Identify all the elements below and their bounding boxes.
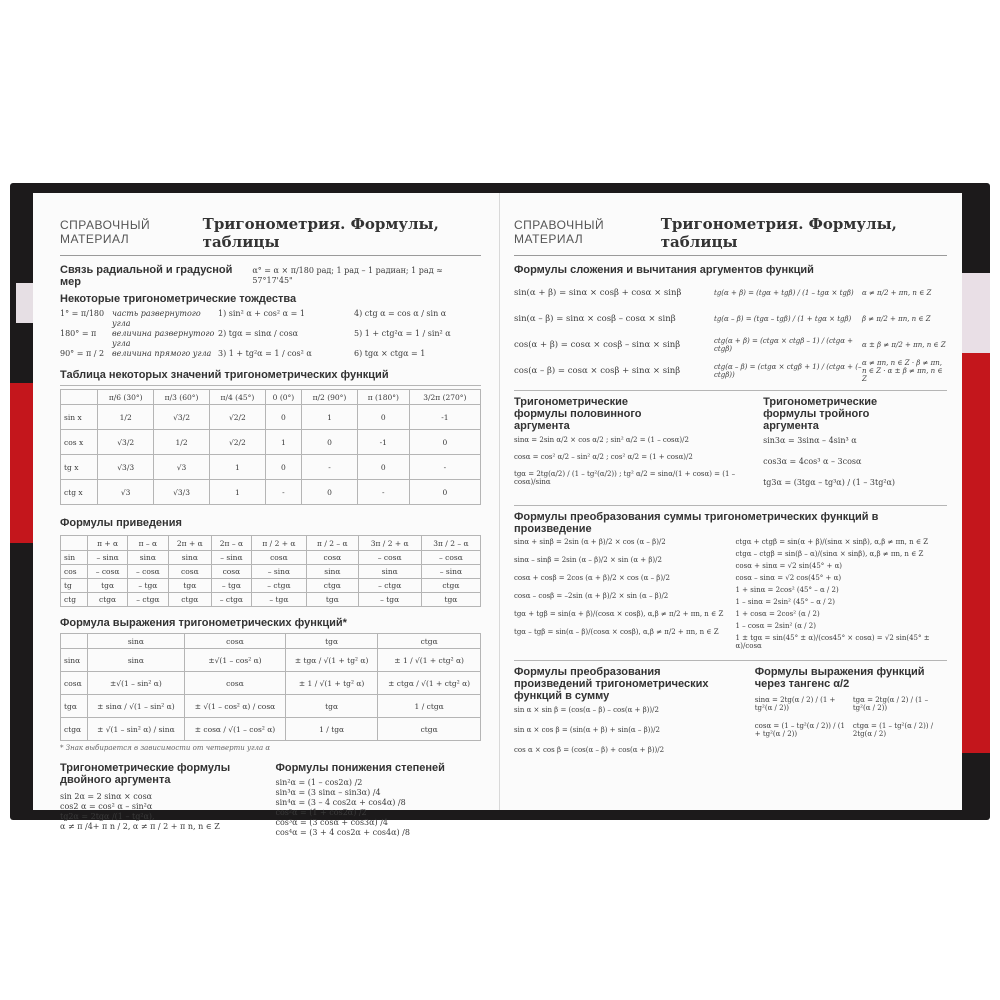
addition-formula: α ± β ≠ π/2 + πn, n ∈ Z [862,341,946,349]
formula-line: sin 2α = 2 sinα × cosα [60,792,153,801]
table-cell: - [265,480,301,505]
table-cell: – cosα [421,551,480,565]
table-cell: ± √(1 – cos² α) / cosα [185,695,286,718]
table-header-cell: 2π – α [212,536,252,551]
addition-formula: sin(α + β) = sinα × cosβ + cosα × sinβ [514,288,682,298]
addition-formula: sin(α – β) = sinα × cosβ – cosα × sinβ [514,314,676,324]
table-cell: – cosα [128,565,168,579]
table-cell: – sinα [87,551,127,565]
formula-line: cos3α = 4cos³ α – 3cosα [763,457,862,466]
triple-argument-section [763,396,947,499]
table-cell: tg [61,579,88,593]
table-header-cell: 3π / 2 – α [421,536,480,551]
identity-cell: 4) ctg α = cos α / sin α [354,309,447,318]
formula-line: sin α × sin β = (cos(α – β) – cos(α + β))/2 [514,706,659,714]
table-row [61,455,481,480]
radian-degree-section [60,264,481,288]
table-cell: √3/2 [154,405,210,430]
table-row [61,593,481,607]
section-title: Формула выражения тригонометрических функций* [60,617,347,629]
section-title: Формулы преобразования произведений тригонометрических функций в сумму [514,666,709,702]
table-header-cell: π + α [87,536,127,551]
formula-line: ctgα = (1 – tg²(α / 2)) / 2tg(α / 2) [852,722,934,738]
section-title: Некоторые тригонометрические тождества [60,293,297,305]
half-argument-section [514,396,753,499]
page-title: Тригонометрия. Формулы, таблицы [660,215,897,251]
section-title: Тригонометрические формулы половинного аргумента [514,396,642,432]
table-header-cell: 0 (0°) [265,390,301,405]
table-cell: ctg [61,593,88,607]
table-cell: -1 [357,430,409,455]
table-cell: cosα [212,565,252,579]
table-cell: √3 [154,455,210,480]
product-section [514,666,745,766]
table-row [61,480,481,505]
formula-line: sinα + sinβ = 2sin (α + β)/2 × cos (α – β)/2 [514,538,666,546]
addition-formula: cos(α + β) = cosα × cosβ – sinα × sinβ [514,340,681,350]
table-cell: √2/2 [209,405,265,430]
formula-line: tgα = 2tg(α / 2) / (1 – tg²(α / 2)) [852,696,929,712]
formula-line: cos⁴α = (3 + 4 cos2α + cos4α) /8 [275,828,410,837]
table-row [61,405,481,430]
table-cell: -1 [409,405,480,430]
left-page [33,193,500,837]
section-title: Тригонометрические формулы тройного аргумента [763,396,878,432]
formula-line: 1 ± tgα = sin(45° ± α)/(cos45° × cosα) = √2 sin(45° ± α)/cosα [735,634,930,650]
page-kicker: СПРАВОЧНЫЙ МАТЕРИАЛ [514,218,605,246]
table-cell: – tgα [212,579,252,593]
table-cell: ± cosα / √(1 – cos² α) [185,718,286,741]
table-cell: 0 [357,405,409,430]
table-cell: ±√(1 – sin² α) [87,672,184,695]
table-cell: ctgα [61,718,88,741]
addition-formula: ctg(α – β) = (ctgα × ctgβ + 1) / (ctgα + (–ctgβ)) [714,363,862,379]
formula-line: cosα = (1 – tg²(α / 2)) / (1 + tg²(α / 2)) [754,722,845,738]
formula-line: α ≠ π /4+ π n / 2, α ≠ π / 2 + π n, n ∈ Z [60,822,220,831]
table-header-cell: cosα [185,634,286,649]
table-cell: - [357,480,409,505]
table-cell: tgα [285,695,377,718]
table-cell: ctgα [87,593,127,607]
formula-line: tg2α = 2tgα /(1 – tg²α), [60,812,155,821]
table-cell: 1/2 [98,405,154,430]
table-cell: ± 1 / √(1 + ctg² α) [378,649,481,672]
table-header-cell: 3π / 2 + α [358,536,421,551]
table-cell: – sinα [421,565,480,579]
triple-formulas [763,436,947,488]
table-cell: 1 [265,430,301,455]
table-cell: sinα [87,649,184,672]
formula-line: sin²α = (1 – cos2α) /2 [275,778,363,787]
identity-cell: 2) tgα = sinα / cosα [218,329,299,338]
cover-bookmark-right [960,273,990,353]
addition-formula: β ≠ π/2 + πn, n ∈ Z [862,315,931,323]
table-cell: ± ctgα / √(1 + ctg² α) [378,672,481,695]
table-header-cell: 3/2π (270°) [409,390,480,405]
addition-formula: ctg(α + β) = (ctgα × ctgβ – 1) / (ctgα + ctgβ) [714,337,854,353]
table-cell: cosα [185,672,286,695]
product-formulas [514,706,745,754]
addition-formula: tg(α + β) = (tgα + tgβ) / (1 – tgα × tgβ) [714,289,854,297]
table-cell: – sinα [251,565,307,579]
page-title: Тригонометрия. Формулы, таблицы [202,215,439,251]
formula-line: 1 – sinα = 2sin² (45° – α / 2) [735,598,835,606]
tan-half-section [755,666,947,766]
table-cell: tgα [307,593,358,607]
table-cell: ctgα [168,593,212,607]
table-header-cell: tgα [285,634,377,649]
table-header-cell: π/3 (60°) [154,390,210,405]
table-cell: cosα [61,672,88,695]
formula-line: tgα = 2tg(α/2) / (1 – tg²(α/2)) ; tg² α/2 = sinα/(1 + cosα) = (1 – cosα)/sinα [514,470,736,486]
table-cell: 0 [265,455,301,480]
identity-cell: 5) 1 + ctg²α = 1 / sin² α [354,329,451,338]
formula-line: cosα + cosβ = 2cos (α + β)/2 × cos (α – β)/2 [514,574,670,582]
section-title: Таблица некоторых значений тригонометрических функций [60,369,389,381]
table-cell: ctgα [421,579,480,593]
radian-formula: α° = α × π/180 рад; 1 рад – 1 радиан; 1 рад ≈ 57°17'45" [252,266,443,285]
table-cell: sinα [128,551,168,565]
table-cell: 0 [302,480,358,505]
formula-line: cos α × cos β = (cos(α – β) + cos(α + β))/2 [514,746,665,754]
formula-line: cosα = cos² α/2 – sin² α/2 ; cos² α/2 = (1 + cosα)/2 [514,453,693,461]
table-cell: cos [61,565,88,579]
table-cell: 1 / ctgα [378,695,481,718]
table-cell: tgα [168,579,212,593]
identity-cell: 3) 1 + tg²α = 1 / cos² α [218,349,312,358]
addition-formula: α ≠ πn, n ∈ Z · β ≠ πn, n ∈ Z · α ± β ≠ πn, n ∈ Z [862,359,943,383]
section-title: Формулы приведения [60,517,182,529]
formula-line: sin α × cos β = (sin(α + β) + sin(α – β))/2 [514,726,660,734]
formula-line: 1 + sinα = 2cos² (45° – α / 2) [735,586,839,594]
table-cell: tgα [61,695,88,718]
half-formulas [514,436,753,486]
table-cell: √3/3 [154,480,210,505]
formula-line: cosα – cosβ = –2sin (α + β)/2 × sin (α – β)/2 [514,592,669,600]
table-header-cell: ctgα [378,634,481,649]
table-row [61,649,481,672]
section-title: Формулы выражения функций через тангенс α/2 [754,666,925,690]
identity-cell: величина развернутого угла [112,329,215,348]
identity-cell: часть развернутого угла [112,309,201,328]
formula-line: sin⁴α = (3 – 4 cos2α + cos4α) /8 [275,798,406,807]
identity-cell: 1) sin² α + cos² α = 1 [218,309,305,318]
table-cell: √3/2 [98,430,154,455]
formula-line: sinα = 2tg(α / 2) / (1 + tg²(α / 2)) [754,696,836,712]
formula-line: ctgα – ctgβ = sin(β – α)/(sinα × sinβ), α,β ≠ πn, n ∈ Z [735,550,924,558]
table-cell: 1 / tgα [285,718,377,741]
page-kicker: СПРАВОЧНЫЙ МАТЕРИАЛ [60,218,151,246]
table-cell: 0 [409,430,480,455]
table-header-cell: sinα [87,634,184,649]
formula-line: tgα + tgβ = sin(α + β)/(cosα × cosβ), α,β ≠ π/2 + πn, n ∈ Z [514,610,724,618]
formula-line: tgα – tgβ = sin(α – β)/(cosα × cosβ), α,β ≠ π/2 + πn, n ∈ Z [514,628,719,636]
table-cell: 0 [409,480,480,505]
values-table [60,389,481,505]
right-page [500,193,962,810]
table-cell: ctgα [307,579,358,593]
formula-line: sin³α = (3 sinα – sin3α) /4 [275,788,381,797]
table-row [61,672,481,695]
table-cell: - [409,455,480,480]
table-header-cell: 2π + α [168,536,212,551]
identity-cell: величина прямого угла [112,349,212,358]
section-title: Формулы понижения степеней [275,762,445,774]
table-cell: 1 [302,405,358,430]
identity-cell: 180° = π [60,329,97,338]
formula-line: 1 + cosα = 2cos² (α / 2) [735,610,820,618]
table-cell: sin [61,551,88,565]
table-cell: – ctgα [251,579,307,593]
addition-formulas [514,280,947,384]
table-header-cell: π – α [128,536,168,551]
table-cell: – tgα [358,593,421,607]
page-header-right [514,215,947,256]
formula-line: 1 – cosα = 2sin² (α / 2) [735,622,816,630]
table-cell: – tgα [251,593,307,607]
identities-list [60,309,481,359]
table-cell: 1 [209,455,265,480]
table-cell: – ctgα [358,579,421,593]
sum-formulas-right [736,538,948,654]
table-cell: cosα [307,551,358,565]
table-row [61,718,481,741]
table-cell: √3 [98,480,154,505]
table-cell: ± 1 / √(1 + tg² α) [285,672,377,695]
section-title: Тригонометрические формулы двойного аргумента [60,762,231,786]
section-title: Формулы преобразования суммы тригонометрических функций в произведение [514,511,879,535]
footnote: * Знак выбирается в зависимости от четверти угла α [60,744,271,752]
formula-line: cosα + sinα = √2 sin(45° + α) [735,562,843,570]
table-row [61,695,481,718]
table-cell: tgα [421,593,480,607]
table-header-cell: π (180°) [357,390,409,405]
double-formulas [60,792,266,832]
table-cell: – ctgα [212,593,252,607]
table-cell: sinα [358,565,421,579]
table-header-cell [61,390,98,405]
expression-table [60,633,481,741]
table-cell: cos x [61,430,98,455]
table-cell: 0 [357,455,409,480]
formula-line: cos³α = (3 cosα + cos3α) /4 [275,818,388,827]
table-row [61,430,481,455]
addition-formula: tg(α – β) = (tgα – tgβ) / (1 + tgα × tgβ) [714,315,852,323]
table-cell: √3/3 [98,455,154,480]
table-header-cell: π/4 (45°) [209,390,265,405]
table-cell: – sinα [212,551,252,565]
table-cell: ± √(1 – sin² α) / sinα [87,718,184,741]
page-header-left [60,215,481,256]
table-cell: - [302,455,358,480]
sum-formulas-left [514,538,726,654]
table-cell: ± tgα / √(1 + tg² α) [285,649,377,672]
formula-line: cosα – sinα = √2 cos(45° + α) [735,574,842,582]
table-cell: ±√(1 – cos² α) [185,649,286,672]
table-cell: – cosα [358,551,421,565]
formula-line: ctgα + ctgβ = sin(α + β)/(sinα × sinβ), α,β ≠ πn, n ∈ Z [735,538,929,546]
formula-line: cos²α = (1 + cos2α) /2 [275,808,367,817]
addition-formula: α ≠ π/2 + πn, n ∈ Z [862,289,932,297]
table-row [61,565,481,579]
tan-half-formulas [755,696,947,738]
table-cell: 0 [265,405,301,430]
table-cell: tgα [87,579,127,593]
table-cell: ctgα [378,718,481,741]
table-header-cell: π/6 (30°) [98,390,154,405]
double-argument-section [60,762,266,838]
identity-cell: 1° = π/180 [60,309,105,318]
addition-formula: cos(α – β) = cosα × cosβ + sinα × sinβ [514,366,681,376]
section-title: Связь радиальной и градусной мер [60,264,233,288]
table-cell: sinα [61,649,88,672]
identity-cell: 6) tgα × ctgα = 1 [354,349,426,358]
table-row [61,579,481,593]
table-cell: cosα [168,565,212,579]
table-row [61,551,481,565]
table-cell: cosα [251,551,307,565]
identity-cell: 90° = π / 2 [60,349,105,358]
table-cell: 1 [209,480,265,505]
table-cell: sinα [307,565,358,579]
table-cell: √2/2 [209,430,265,455]
formula-line: sinα = 2sin α/2 × cos α/2 ; sin² α/2 = (1 – cosα)/2 [514,436,689,444]
power-reduction-section [276,762,482,838]
table-cell: – ctgα [128,593,168,607]
formula-line: tg3α = (3tgα – tg³α) / (1 – 3tg²α) [763,478,896,487]
table-cell: tg x [61,455,98,480]
table-header-cell [61,536,88,551]
table-cell: sinα [168,551,212,565]
formula-line: sin3α = 3sinα – 4sin³ α [763,436,857,445]
table-header-cell: π / 2 – α [307,536,358,551]
table-cell: 0 [302,430,358,455]
reduction-table [60,535,481,607]
table-cell: ± sinα / √(1 – sin² α) [87,695,184,718]
formula-line: cos2 α = cos² α – sin²α [60,802,153,811]
section-title: Формулы сложения и вычитания аргументов функций [514,264,814,276]
table-header-cell: π/2 (90°) [302,390,358,405]
table-cell: 1/2 [154,430,210,455]
table-cell: ctg x [61,480,98,505]
table-cell: – cosα [87,565,127,579]
table-header-cell: π / 2 + α [251,536,307,551]
table-cell: sin x [61,405,98,430]
table-header-cell [61,634,88,649]
power-formulas [276,778,482,838]
table-cell: – tgα [128,579,168,593]
formula-line: sinα – sinβ = 2sin (α – β)/2 × sin (α + β)/2 [514,556,662,564]
